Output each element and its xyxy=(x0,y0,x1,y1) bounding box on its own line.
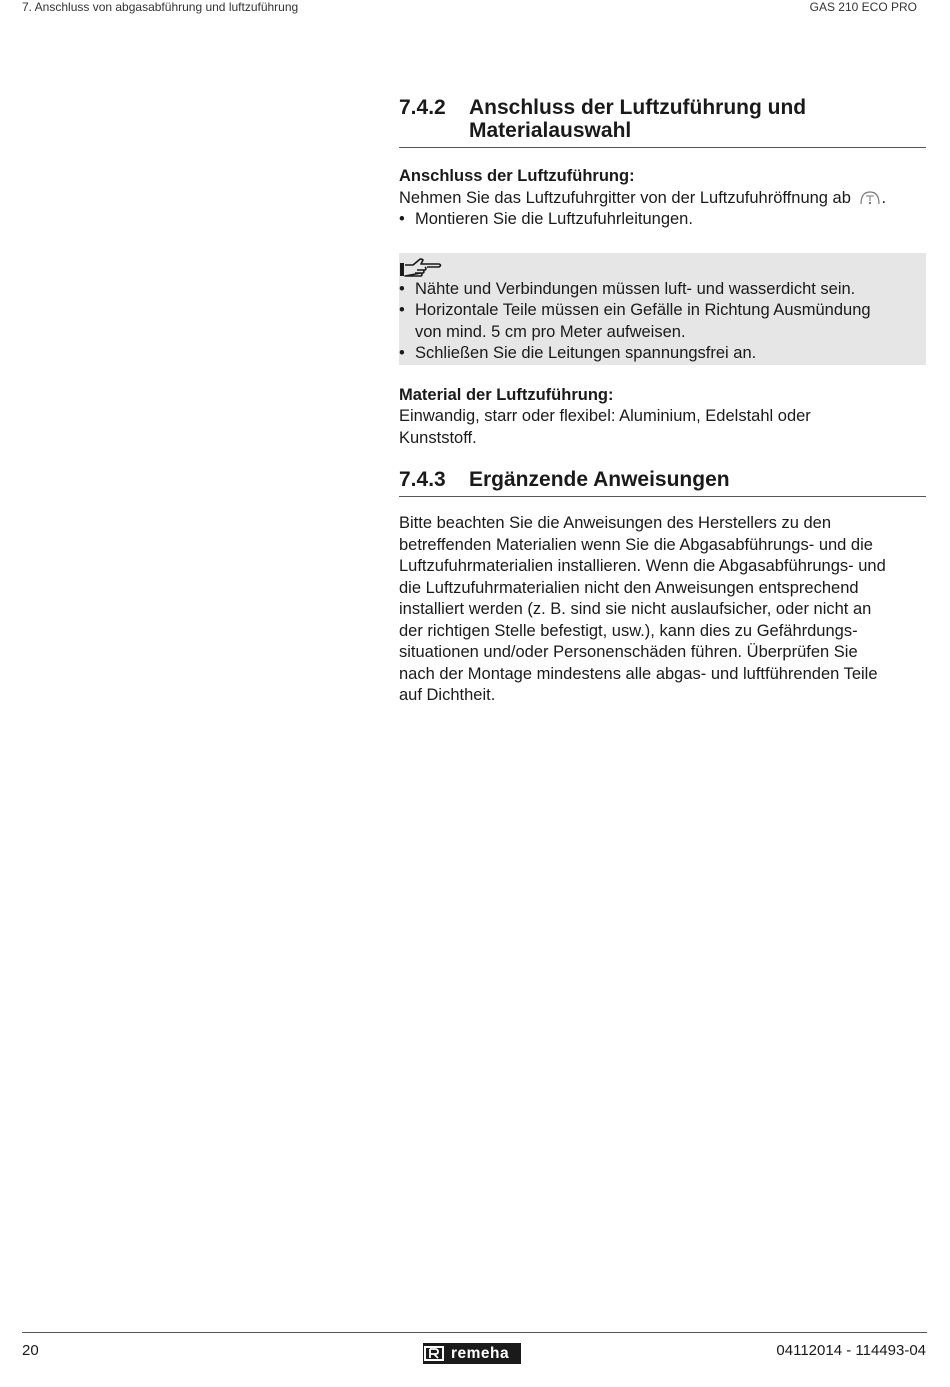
list-item-text xyxy=(415,300,871,343)
material-subhead: Material der Luftzuführung: xyxy=(399,385,614,404)
section-742-number: 7.4.2 xyxy=(399,96,446,119)
running-header-product: GAS 210 ECO PRO xyxy=(809,0,917,14)
page-content xyxy=(399,96,926,707)
material-text-line1: Einwandig, starr oder flexibel: Aluminium, Edelstahl oder xyxy=(399,407,811,425)
air-supply-intro-text: Nehmen Sie das Luftzufuhrgitter von der Luftzufuhröffnung ab xyxy=(399,188,851,207)
section-743-heading xyxy=(399,468,926,491)
list-item-text: Schließen Sie die Leitungen spannungsfrei an. xyxy=(415,344,757,362)
section-742-rule xyxy=(399,147,926,148)
list-item-text-line1: Horizontale Teile müssen ein Gefälle in Richtung Ausmündung xyxy=(415,301,871,319)
pointing-hand-icon xyxy=(399,257,443,279)
section-742-heading xyxy=(399,96,926,142)
list-item-text: Montieren Sie die Luftzufuhrleitungen. xyxy=(415,210,693,228)
section-742-title xyxy=(469,96,806,142)
remeha-logo-text: remeha xyxy=(451,1344,510,1362)
figure-reference-icon xyxy=(858,190,882,206)
list-item: • Horizontale Teile müssen ein Gefälle in Richtung Ausmündung von mind. 5 cm pro Meter aufweisen. xyxy=(399,300,926,343)
document-code: 04112014 - 114493-04 xyxy=(776,1342,926,1359)
page-number: 20 xyxy=(22,1342,39,1359)
list-item-text-line2: von mind. 5 cm pro Meter aufweisen. xyxy=(415,322,686,341)
supplementary-instructions-text: Bitte beachten Sie die Anweisungen des Herstellers zu den betreffenden Materialien wenn Sie die Abgasabführungs- und die Luftzufuhrmaterialien installieren. Wenn die Abgasabführungs- und die Luftzufuhrmaterialien nicht den Anweisungen entsprechend installiert werden (z. B. sind sie nicht auslaufsicher, oder nicht an der richtigen Stelle befestigt, usw.), kann dies zu Gefährdungs- situationen und/oder Personenschäden führen. Überprüfen Sie nach der Montage mindestens alle abgas- und luftführenden Teile auf Dichtheit. xyxy=(399,514,886,704)
section-742-title-line2: Materialauswahl xyxy=(469,119,632,142)
material-text-line2: Kunststoff. xyxy=(399,428,477,447)
footer-rule xyxy=(22,1332,927,1333)
list-item-text: Nähte und Verbindungen müssen luft- und wasserdicht sein. xyxy=(415,279,856,298)
air-supply-intro-period: . xyxy=(881,188,887,207)
remeha-logo-mark-icon xyxy=(423,1343,445,1364)
remeha-logo xyxy=(423,1343,521,1364)
running-header-chapter: 7. Anschluss von abgasabführung und luftzuführung xyxy=(22,0,299,14)
list-item: • Nähte und Verbindungen müssen luft- und wasserdicht sein. xyxy=(399,279,926,301)
note-box xyxy=(399,253,926,365)
section-743-number: 7.4.3 xyxy=(399,468,446,491)
section-743-rule xyxy=(399,496,926,497)
section-742-title-line1: Anschluss der Luftzuführung und xyxy=(469,96,807,119)
material-text xyxy=(399,406,926,449)
list-item: • Schließen Sie die Leitungen spannungsfrei an. xyxy=(399,343,926,365)
section-743-title: Ergänzende Anweisungen xyxy=(469,468,730,491)
air-supply-intro xyxy=(399,188,926,210)
list-item: • Montieren Sie die Luftzufuhrleitungen. xyxy=(399,209,926,231)
air-supply-subhead: Anschluss der Luftzuführung: xyxy=(399,167,635,185)
